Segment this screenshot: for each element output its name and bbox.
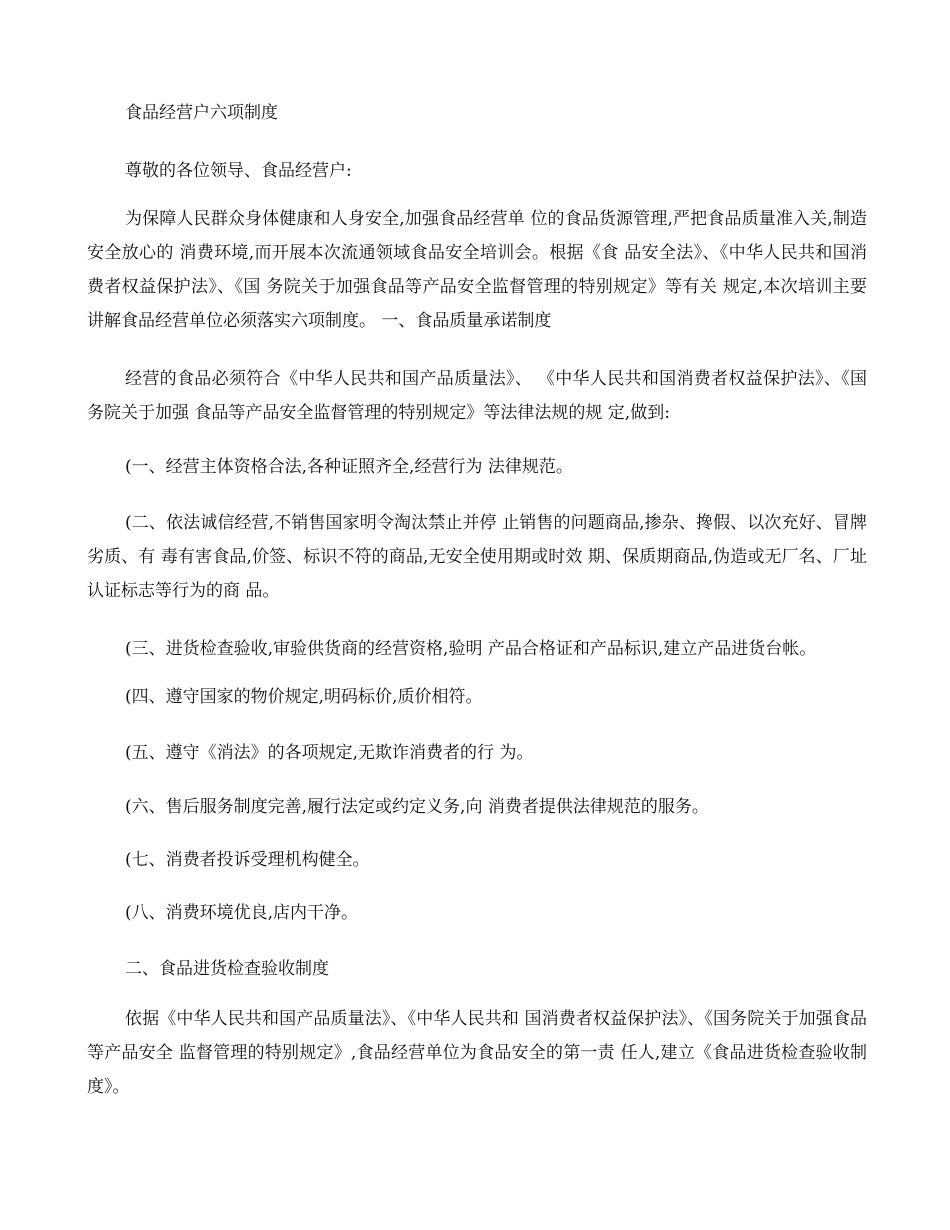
intro-paragraph: 为保障人民群众身体健康和人身安全,加强食品经营单 位的食品货源管理,严把食品质量准入关,制造安全放心的 消费环境,而开展本次流通领域食品安全培训会。根据《食 品安全法》、《中华人民共和国消费者权益保护法》、《国 务院关于加强食品等产品安全监督管理的特别规定》等有关 规定,本次培训主要讲解食品经营单位必须落实六项制度。 一、食品质量承诺制度 — [87, 209, 867, 331]
section-heading: 二、食品进货检查验收制度 — [125, 959, 329, 979]
paragraph: 依据《中华人民共和国产品质量法》、《中华人民共和 国消费者权益保护法》、《国务院关于加强食品等产品安全 监督管理的特别规定》,食品经营单位为食品安全的第一责 任人,建立《食品进货检查验收制度》。 — [87, 1009, 867, 1097]
paragraph: 经营的食品必须符合《中华人民共和国产品质量法》、 《中华人民共和国消费者权益保护法》、《国务院关于加强 食品等产品安全监督管理的特别规定》等法律法规的规 定,做到: — [87, 369, 867, 423]
document-title: 食品经营户六项制度 — [125, 103, 278, 123]
list-item: (五、遵守《消法》的各项规定,无欺诈消费者的行 为。 — [125, 743, 534, 763]
list-item: (四、遵守国家的物价规定,明码标价,质价相符。 — [125, 687, 483, 707]
list-item: (八、消费环境优良,店内干净。 — [125, 903, 359, 923]
list-item: (七、消费者投诉受理机构健全。 — [125, 850, 370, 870]
list-item: (三、进货检查验收,审验供货商的经营资格,验明 产品合格证和产品标识,建立产品进货台帐。 — [125, 639, 817, 659]
list-item: (二、依法诚信经营,不销售国家明令淘汰禁止并停 止销售的问题商品,掺杂、搀假、以次充好、冒牌劣质、有 毒有害食品,价签、标识不符的商品,无安全使用期或时效 期、保质期商品,伪造或无厂名、厂址认证标志等行为的商 品。 — [87, 513, 867, 601]
salutation: 尊敬的各位领导、食品经营户: — [125, 161, 352, 181]
list-item: (一、经营主体资格合法,各种证照齐全,经营行为 法律规范。 — [125, 457, 573, 477]
list-item: (六、售后服务制度完善,履行法定或约定义务,向 消费者提供法律规范的服务。 — [125, 797, 709, 817]
